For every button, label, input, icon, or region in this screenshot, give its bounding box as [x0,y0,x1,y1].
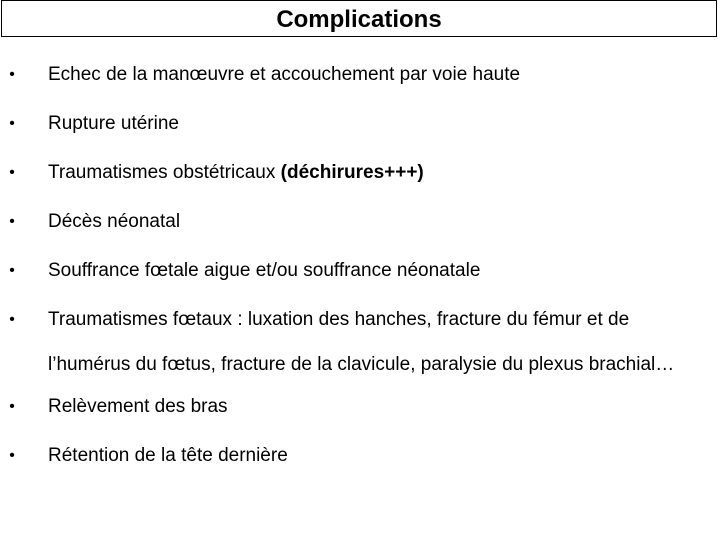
item-text: Rétention de la tête dernière [48,445,288,466]
list-item [0,202,720,242]
slide-title: Complications [276,6,442,33]
list-item [0,297,720,387]
bullet-icon: • [9,164,15,181]
item-text-bold: (déchirures+++) [280,162,424,183]
bullet-icon: • [9,262,15,279]
title-box [1,0,717,37]
item-text: Décès néonatal [48,211,181,232]
bullet-icon: • [9,311,15,328]
bullet-icon: • [9,447,15,464]
list-item [0,387,720,427]
item-text: Traumatismes fœtaux : luxation des hanches, fracture du fémur et de l’humérus du fœtus, fracture de la clavicule, paralysie du plexus brachial… [48,309,675,375]
item-text: Traumatismes obstétricaux [48,162,281,183]
item-text: Echec de la manœuvre et accouchement par voie haute [48,64,521,85]
list-item [0,251,720,291]
bullet-icon: • [9,398,15,415]
bullet-icon: • [9,213,15,230]
list-item [0,436,720,476]
list-item [0,55,720,95]
list-item [0,153,720,193]
item-text: Rupture utérine [48,113,179,134]
list-item [0,104,720,144]
bullet-icon: • [9,115,15,132]
item-text: Souffrance fœtale aigue et/ou souffrance néonatale [48,260,481,281]
item-text: Relèvement des bras [48,396,228,417]
bullet-icon: • [9,66,15,83]
complications-list [0,55,720,485]
